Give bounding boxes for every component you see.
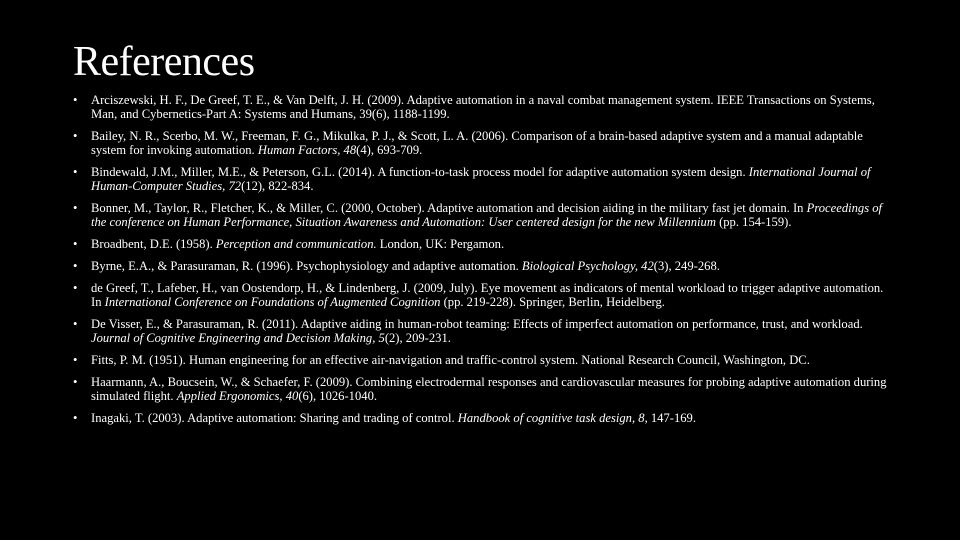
reference-italic-text: Journal of Cognitive Engineering and Decision Making, 5 — [91, 331, 385, 345]
reference-item — [73, 237, 888, 251]
reference-text: Inagaki, T. (2003). Adaptive automation: Sharing and trading of control. — [91, 411, 458, 425]
reference-text: (4), 693-709. — [356, 143, 423, 157]
reference-text: Arciszewski, H. F., De Greef, T. E., & Van Delft, J. H. (2009). Adaptive automation in a naval combat management system. IEEE Transactions on Systems, Man, and Cybernetics-Part A: Systems and Humans, 39(6), 1188-1199. — [91, 93, 875, 121]
reference-item — [73, 411, 888, 425]
reference-text: Fitts, P. M. (1951). Human engineering for an effective air-navigation and traffic-control system. National Research Council, Washington, DC. — [91, 353, 810, 367]
reference-text: De Visser, E., & Parasuraman, R. (2011). Adaptive aiding in human-robot teaming: Effects of imperfect automation on performance, trust, and workload. — [91, 317, 863, 331]
reference-text: (2), 209-231. — [384, 331, 451, 345]
reference-item — [73, 281, 888, 309]
reference-item — [73, 259, 888, 273]
reference-text: Broadbent, D.E. (1958). — [91, 237, 216, 251]
reference-text: Bonner, M., Taylor, R., Fletcher, K., & Miller, C. (2000, October). Adaptive automation and decision aiding in the military fast jet domain. In — [91, 201, 807, 215]
reference-italic-text: Perception and communication. — [215, 237, 377, 251]
reference-item — [73, 165, 888, 193]
reference-item — [73, 353, 888, 367]
reference-item — [73, 129, 888, 157]
reference-text: (12), 822-834. — [241, 179, 314, 193]
reference-italic-text: International Conference on Foundations of Augmented Cognition — [104, 295, 441, 309]
reference-text: (3), 249-268. — [653, 259, 720, 273]
reference-text: Bailey, N. R., Scerbo, M. W., Freeman, F. G., Mikulka, P. J., & Scott, L. A. (2006). Comparison of a brain-based adaptive system and a manual adaptable system for invoking automation. — [91, 129, 863, 157]
reference-text: , 147-169. — [644, 411, 696, 425]
reference-item — [73, 93, 888, 121]
reference-text: London, UK: Pergamon. — [376, 237, 505, 251]
reference-list — [73, 93, 888, 425]
reference-italic-text: Biological Psychology, 42 — [521, 259, 654, 273]
reference-item — [73, 375, 888, 403]
reference-item — [73, 317, 888, 345]
reference-item — [73, 201, 888, 229]
reference-text: Byrne, E.A., & Parasuraman, R. (1996). Psychophysiology and adaptive automation. — [91, 259, 522, 273]
reference-text: Bindewald, J.M., Miller, M.E., & Peterson, G.L. (2014). A function-to-task process model for adaptive automation system design. — [91, 165, 749, 179]
reference-italic-text: Applied Ergonomics, 40 — [176, 389, 299, 403]
reference-italic-text: Proceedings of the conference on Human Performance, Situation Awareness and Automation: User centered design for the new Millennium — [91, 201, 883, 229]
reference-text: (pp. 154-159). — [715, 215, 792, 229]
reference-italic-text: Handbook of cognitive task design, 8 — [457, 411, 645, 425]
reference-text: Haarmann, A., Boucsein, W., & Schaefer, F. (2009). Combining electrodermal responses and cardiovascular measures for probing adaptive automation during simulated flight. — [91, 375, 887, 403]
reference-text: (pp. 219-228). Springer, Berlin, Heidelberg. — [440, 295, 665, 309]
reference-text: (6), 1026-1040. — [298, 389, 378, 403]
reference-italic-text: International Journal of Human-Computer Studies, 72 — [91, 165, 871, 193]
reference-italic-text: Human Factors, 48 — [257, 143, 357, 157]
reference-text: de Greef, T., Lafeber, H., van Oostendorp, H., & Lindenberg, J. (2009, July). Eye movement as indicators of mental workload to trigger adaptive automation. In — [91, 281, 884, 309]
slide-title: References — [73, 39, 255, 85]
